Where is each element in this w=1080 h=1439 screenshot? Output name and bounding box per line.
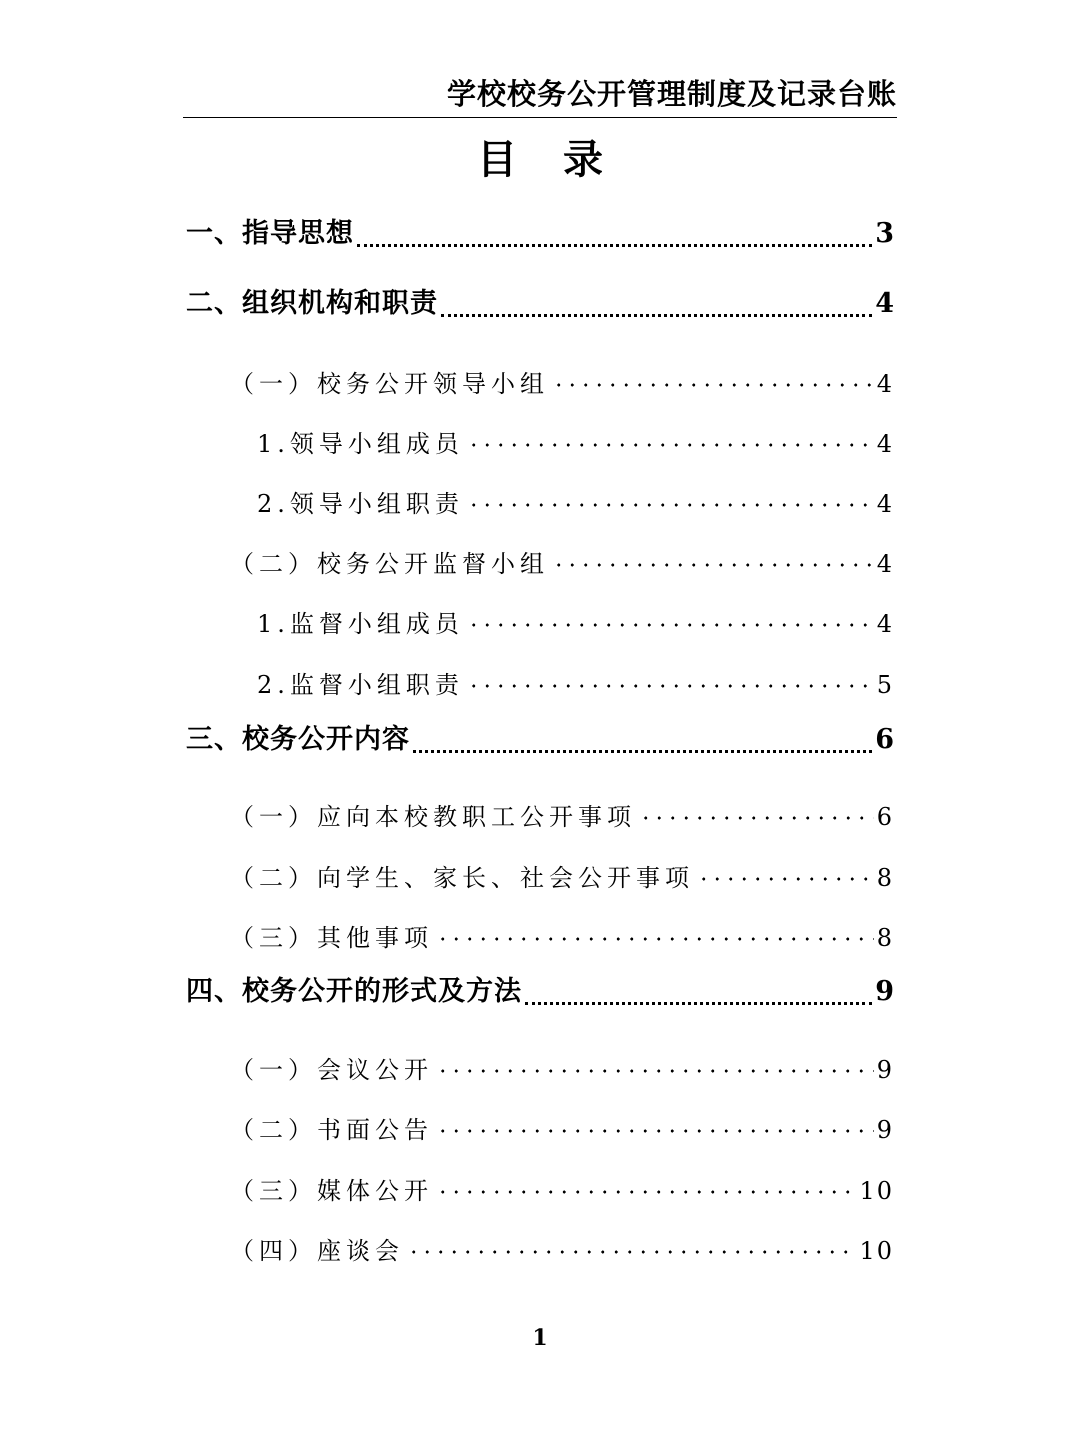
toc-entry-page: 9	[875, 976, 895, 1007]
toc-dot-leader	[467, 412, 874, 452]
toc-dot-leader	[552, 352, 874, 392]
page-number: 1	[532, 1325, 548, 1351]
toc-entry[interactable]	[186, 720, 895, 760]
toc-dot-leader	[436, 1159, 856, 1199]
toc-entry[interactable]	[257, 472, 894, 518]
toc-entry-text: 2.监督小组职责	[257, 671, 464, 699]
toc-entry-page: 4	[876, 370, 894, 398]
toc-entry-page: 9	[876, 1056, 894, 1084]
toc-entry[interactable]	[257, 412, 894, 458]
toc-entry-page: 8	[876, 864, 894, 892]
toc-entry-page: 4	[875, 288, 895, 319]
toc-entry-text: （二）校务公开监督小组	[230, 550, 549, 578]
toc-entry-text: （二）向学生、家长、社会公开事项	[230, 864, 694, 892]
toc-entry[interactable]	[230, 1098, 894, 1144]
toc-dot-leader	[413, 720, 872, 753]
toc-entry-text: 1.监督小组成员	[257, 610, 464, 638]
toc-entry-text: 三、校务公开内容	[186, 724, 410, 755]
toc-entry[interactable]	[230, 1159, 894, 1205]
toc-dot-leader	[467, 472, 874, 512]
toc-entry-text: （四）座谈会	[230, 1237, 404, 1265]
toc-entry[interactable]	[230, 352, 894, 398]
toc-entry[interactable]	[257, 592, 894, 638]
toc-dot-leader	[436, 1038, 874, 1078]
toc-entry[interactable]	[186, 972, 895, 1012]
toc-entry[interactable]	[230, 906, 894, 952]
toc-entry-text: 2.领导小组职责	[257, 490, 464, 518]
toc-entry-text: （二）书面公告	[230, 1116, 433, 1144]
toc-dot-leader	[467, 592, 874, 632]
toc-entry-page: 6	[875, 724, 895, 755]
toc-dot-leader	[525, 972, 872, 1005]
toc-entry-page: 4	[876, 430, 894, 458]
toc-entry-page: 5	[876, 671, 894, 699]
toc-entry[interactable]	[230, 1038, 894, 1084]
toc-entry-text: （一）会议公开	[230, 1056, 433, 1084]
toc-entry[interactable]	[230, 785, 894, 831]
toc-dot-leader	[697, 846, 874, 886]
toc-entry-text: （一）校务公开领导小组	[230, 370, 549, 398]
toc-dot-leader	[436, 1098, 874, 1138]
toc-entry-page: 10	[859, 1177, 894, 1205]
toc-entry-page: 3	[875, 218, 895, 249]
toc-entry-text: （一）应向本校教职工公开事项	[230, 803, 636, 831]
toc-entry[interactable]	[186, 214, 895, 254]
toc-entry-page: 10	[859, 1237, 894, 1265]
toc-entry-text: 四、校务公开的形式及方法	[186, 976, 522, 1007]
toc-dot-leader	[552, 532, 874, 572]
toc-title: 目 录	[477, 136, 619, 183]
toc-dot-leader	[639, 785, 874, 825]
toc-entry[interactable]	[230, 846, 894, 892]
toc-entry[interactable]	[257, 653, 894, 699]
toc-dot-leader	[441, 284, 872, 317]
document-header-title: 学校校务公开管理制度及记录台账	[446, 77, 897, 111]
toc-entry[interactable]	[186, 284, 895, 324]
toc-entry-page: 8	[876, 924, 894, 952]
toc-entry-text: （三）其他事项	[230, 924, 433, 952]
toc-entry-page: 9	[876, 1116, 894, 1144]
toc-entry-page: 4	[876, 550, 894, 578]
toc-entry[interactable]	[230, 532, 894, 578]
toc-entry-page: 4	[876, 610, 894, 638]
toc-dot-leader	[467, 653, 874, 693]
toc-dot-leader	[407, 1219, 856, 1259]
toc-entry-page: 4	[876, 490, 894, 518]
toc-entry-text: 1.领导小组成员	[257, 430, 464, 458]
toc-entry-text: 二、组织机构和职责	[186, 288, 438, 319]
toc-entry-text: （三）媒体公开	[230, 1177, 433, 1205]
toc-entry-page: 6	[876, 803, 894, 831]
toc-dot-leader	[436, 906, 874, 946]
toc-entry[interactable]	[230, 1219, 894, 1265]
toc-entry-text: 一、指导思想	[186, 218, 354, 249]
toc-dot-leader	[357, 214, 872, 247]
